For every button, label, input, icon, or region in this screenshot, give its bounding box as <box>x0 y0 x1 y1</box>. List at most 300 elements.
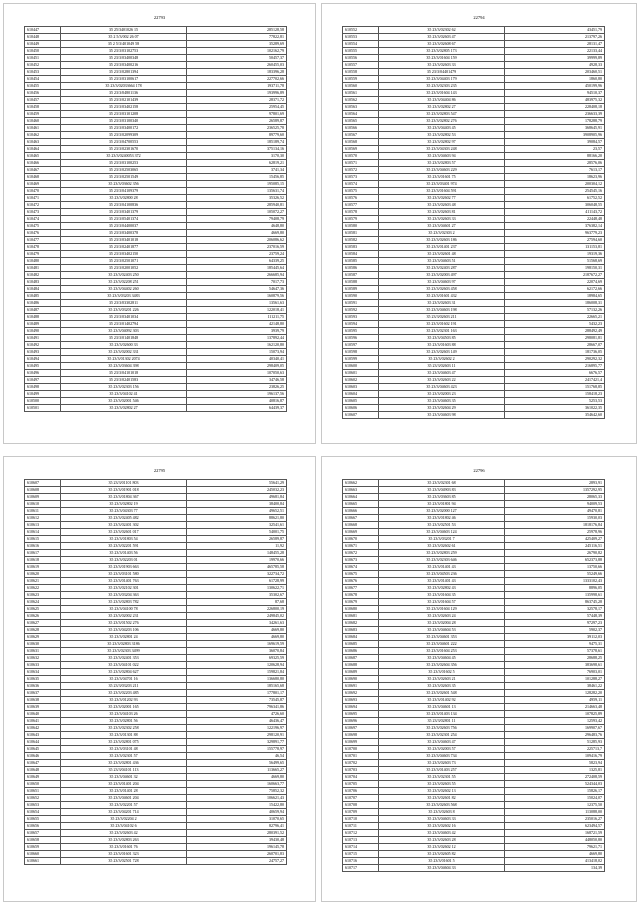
row-number-cell: 610628 <box>25 627 61 634</box>
row-number-cell: 610685 <box>343 641 379 648</box>
amount-cell: 13750,66 <box>505 564 605 571</box>
row-number-cell: 610449 <box>25 41 61 48</box>
account-code-cell: 35 23/3/01604 129 <box>379 606 505 613</box>
table-row <box>343 174 605 181</box>
amount-cell: 296483,76 <box>505 732 605 739</box>
row-number-cell: 610621 <box>25 578 61 585</box>
account-code-cell: 35 23/3/02802 276 <box>379 118 505 125</box>
page-number: 22794 <box>473 15 485 20</box>
amount-cell: 375134,16 <box>187 146 287 153</box>
table-row <box>343 634 605 641</box>
account-code-cell: 35 23/3/04603 229 <box>379 167 505 174</box>
row-number-cell: 610669 <box>343 529 379 536</box>
row-number-cell: 610620 <box>25 571 61 578</box>
amount-cell: 39084,57 <box>505 139 605 146</box>
table-row <box>25 216 287 223</box>
amount-cell: 136680,80 <box>187 676 287 683</box>
table-row <box>25 732 287 739</box>
account-code-cell: 35 23/3/03302811 <box>61 300 187 307</box>
account-code-cell: 35 23/3/02603 42 <box>61 830 187 837</box>
amount-cell: 61752,52 <box>505 195 605 202</box>
table-row <box>343 335 605 342</box>
row-number-cell: 610552 <box>343 27 379 34</box>
row-number-cell: 610587 <box>343 272 379 279</box>
account-code-cell: 35 23/3/04503 236 <box>379 571 505 578</box>
account-code-cell: 35 23/3/05401374 <box>61 216 187 223</box>
amount-cell: 285128,58 <box>187 27 287 34</box>
account-code-cell: 35 23/3/02603 73 <box>379 760 505 767</box>
account-code-cell: 35 23/3/02600 33 <box>61 342 187 349</box>
row-number-cell: 610482 <box>25 272 61 279</box>
table-row <box>343 27 605 34</box>
amount-cell: 1860,80 <box>505 76 605 83</box>
account-code-cell: 35 23/3/02802 19 <box>61 501 187 508</box>
amount-cell: 1325,81 <box>505 767 605 774</box>
table-row <box>343 55 605 62</box>
table-row <box>343 398 605 405</box>
amount-cell: 38461,22 <box>505 683 605 690</box>
row-number-cell: 610697 <box>343 725 379 732</box>
row-number-cell: 610473 <box>25 209 61 216</box>
table-row <box>25 391 287 398</box>
amount-cell: 35289,69 <box>187 41 287 48</box>
table-row <box>343 641 605 648</box>
table-row <box>25 795 287 802</box>
amount-cell: 40340,41 <box>187 356 287 363</box>
row-number-cell: 610483 <box>25 279 61 286</box>
account-code-cell: 35 23/3/02302 62 <box>379 27 505 34</box>
account-code-cell: 35 23/3/01403 56 <box>61 550 187 557</box>
amount-cell: 158418,23 <box>505 391 605 398</box>
row-number-cell: 610687 <box>343 655 379 662</box>
account-code-cell: 35 23/3/04700553 <box>61 139 187 146</box>
account-code-cell: 35 23/3/02201 57 <box>61 802 187 809</box>
amount-cell: 22133,44 <box>505 48 605 55</box>
row-number-cell: 610581 <box>343 230 379 237</box>
row-number-cell: 610684 <box>343 634 379 641</box>
table-row <box>25 209 287 216</box>
amount-cell: 51285,93 <box>505 739 605 746</box>
amount-cell: 151768,85 <box>505 384 605 391</box>
row-number-cell: 610656 <box>25 823 61 830</box>
table-row <box>25 174 287 181</box>
row-number-cell: 610658 <box>25 837 61 844</box>
page-number: 22795 <box>153 468 166 473</box>
table-row <box>25 858 287 865</box>
table-row <box>343 788 605 795</box>
account-code-cell: 35 23/3/02002 331 <box>61 349 187 356</box>
table-row <box>343 823 605 830</box>
account-code-cell: 35 23/3/02301 57 <box>61 753 187 760</box>
account-code-cell: 35 23/3/03100340 <box>61 118 187 125</box>
account-code-cell: 35 23/3/03100617 <box>61 76 187 83</box>
row-number-cell: 610490 <box>25 328 61 335</box>
account-code-cell: 35 23/3/01401 763 <box>61 578 187 585</box>
account-code-cell: 35 23/3/03201 7 <box>379 536 505 543</box>
row-number-cell: 610488 <box>25 314 61 321</box>
table-row <box>343 515 605 522</box>
table-row <box>343 578 605 585</box>
row-number-cell: 610466 <box>25 160 61 167</box>
table-row <box>343 529 605 536</box>
amount-cell: 97297,23 <box>505 620 605 627</box>
table-row <box>343 543 605 550</box>
table-row <box>25 487 287 494</box>
table-row <box>343 356 605 363</box>
table-row <box>25 501 287 508</box>
row-number-cell: 610481 <box>25 265 61 272</box>
row-number-cell: 610637 <box>25 690 61 697</box>
table-row <box>343 195 605 202</box>
account-code-cell: 35 23/3/03402150 <box>61 251 187 258</box>
row-number-cell: 610665 <box>343 501 379 508</box>
table-row <box>25 195 287 202</box>
table-row <box>25 237 287 244</box>
amount-cell: 55249,66 <box>505 571 605 578</box>
amount-cell: 1333102,43 <box>505 578 605 585</box>
table-row <box>25 97 287 104</box>
row-number-cell: 610485 <box>25 293 61 300</box>
account-code-cell: 35 23/3/03400172 <box>61 125 187 132</box>
amount-cell: 863745,28 <box>505 599 605 606</box>
row-number-cell: 610630 <box>25 641 61 648</box>
table-row <box>343 697 605 704</box>
account-code-cell: 35 23/3/04601 353 <box>379 634 505 641</box>
amount-cell: 24757,27 <box>187 858 287 865</box>
account-code-cell: 35 23/3/02603 31 <box>379 300 505 307</box>
table-row <box>343 837 605 844</box>
table-row <box>25 515 287 522</box>
table-row <box>343 97 605 104</box>
table-row <box>343 711 605 718</box>
table-row <box>343 244 605 251</box>
row-number-cell: 610499 <box>25 391 61 398</box>
amount-cell: 185445,64 <box>187 265 287 272</box>
row-number-cell: 610668 <box>343 522 379 529</box>
row-number-cell: 610600 <box>343 363 379 370</box>
amount-cell: 79408,79 <box>187 216 287 223</box>
row-number-cell: 610672 <box>343 550 379 557</box>
amount-cell: 34746,58 <box>187 377 287 384</box>
row-number-cell: 610607 <box>343 412 379 419</box>
row-number-cell: 610496 <box>25 370 61 377</box>
row-number-cell: 610588 <box>343 279 379 286</box>
table-row <box>343 774 605 781</box>
account-code-cell: 35 23/3/02603 756 <box>379 725 505 732</box>
amount-cell: 49652,51 <box>187 508 287 515</box>
account-code-cell: 35 23/3/01401848 <box>61 335 187 342</box>
amount-cell: 298409,05 <box>187 363 287 370</box>
table-row <box>25 76 287 83</box>
row-number-cell: 610645 <box>25 746 61 753</box>
amount-cell: 5432,23 <box>505 321 605 328</box>
account-code-cell: 35 23/3/02203 485 <box>61 690 187 697</box>
amount-cell: 160663,77 <box>187 781 287 788</box>
row-number-cell: 610703 <box>343 767 379 774</box>
amount-cell: 4669,80 <box>187 634 287 641</box>
account-code-cell: 35 23/3/03203 3483 <box>61 293 187 300</box>
account-code-cell: 35 23/3/02802 97 <box>379 139 505 146</box>
table-row <box>343 781 605 788</box>
table-row <box>25 620 287 627</box>
account-code-cell: 35 23/3/02801 11 <box>379 718 505 725</box>
amount-cell: 130622,71 <box>187 585 287 592</box>
ledger-page-2 <box>321 3 637 444</box>
row-number-cell: 610598 <box>343 349 379 356</box>
row-number-cell: 610640 <box>25 711 61 718</box>
amount-cell: 39999,89 <box>505 55 605 62</box>
table-row <box>343 760 605 767</box>
table-row <box>25 300 287 307</box>
account-code-cell: 35 23/3/02403 250 <box>61 272 187 279</box>
table-row <box>25 606 287 613</box>
table-row <box>343 508 605 515</box>
account-code-cell: 35 23/3/01502 276 <box>61 620 187 627</box>
account-code-cell: 35 23/3/02301 68 <box>379 480 505 487</box>
table-row <box>25 272 287 279</box>
table-row <box>25 307 287 314</box>
amount-cell: 88166,20 <box>505 153 605 160</box>
row-number-cell: 610633 <box>25 662 61 669</box>
account-code-cell: 35 23/3/01402794 <box>61 321 187 328</box>
row-number-cell: 610450 <box>25 48 61 55</box>
amount-cell: 94009,53 <box>505 501 605 508</box>
table-row <box>343 293 605 300</box>
amount-cell: 228408,18 <box>505 104 605 111</box>
amount-cell: 75852,32 <box>187 788 287 795</box>
account-code-cell: 35 23/3/02403 287 <box>379 265 505 272</box>
row-number-cell: 610582 <box>343 237 379 244</box>
account-code-cell: 35 23/3/01903 663 <box>61 564 187 571</box>
amount-cell: 216895,77 <box>505 363 605 370</box>
row-number-cell: 610563 <box>343 104 379 111</box>
account-code-cell: 35 23/3/02401 353 <box>61 655 187 662</box>
row-number-cell: 610694 <box>343 704 379 711</box>
amount-cell: 4928,33 <box>505 62 605 69</box>
row-number-cell: 610480 <box>25 258 61 265</box>
account-code-cell: 35 23/3/02003 57 <box>379 746 505 753</box>
amount-cell: 652373,88 <box>505 557 605 564</box>
table-row <box>343 69 605 76</box>
account-code-cell: 35 23/3/02801 436 <box>61 760 187 767</box>
amount-cell: 206086,62 <box>187 237 287 244</box>
table-row <box>25 844 287 851</box>
row-number-cell: 610716 <box>343 858 379 865</box>
row-number-cell: 610558 <box>343 69 379 76</box>
table-row <box>25 34 287 41</box>
table-row <box>343 739 605 746</box>
account-code-cell: 35 23/3/02601 548 <box>379 690 505 697</box>
amount-cell: 94510,37 <box>505 90 605 97</box>
table-row <box>343 522 605 529</box>
row-number-cell: 610597 <box>343 342 379 349</box>
row-number-cell: 610657 <box>25 830 61 837</box>
table-row <box>343 230 605 237</box>
table-row <box>25 62 287 69</box>
amount-cell: 28371,72 <box>187 97 287 104</box>
amount-cell: 5253,53 <box>505 398 605 405</box>
amount-cell: 39112,03 <box>505 634 605 641</box>
row-number-cell: 610711 <box>343 823 379 830</box>
table-row <box>25 125 287 132</box>
table-row <box>343 592 605 599</box>
amount-cell: 28688,25 <box>505 655 605 662</box>
row-number-cell: 610554 <box>343 41 379 48</box>
account-code-cell: 35 23/3/01604 591 <box>379 188 505 195</box>
amount-cell: 361022,35 <box>505 405 605 412</box>
account-code-cell: 35 23/3/03401 974 <box>379 181 505 188</box>
amount-cell: 42148,80 <box>187 321 287 328</box>
row-number-cell: 610682 <box>343 620 379 627</box>
row-number-cell: 610603 <box>343 384 379 391</box>
table-row <box>25 279 287 286</box>
row-number-cell: 610570 <box>343 153 379 160</box>
table-row <box>25 823 287 830</box>
account-code-cell: 35 23/3/01604 35 <box>379 592 505 599</box>
amount-cell: 134,39 <box>505 865 605 872</box>
account-code-cell: 35 23/3/04604 53 <box>379 627 505 634</box>
table-row <box>25 27 287 34</box>
account-code-cell: 35 2 5/3/002 26 07 <box>61 34 187 41</box>
table-row <box>25 146 287 153</box>
row-number-cell: 610662 <box>343 480 379 487</box>
row-number-cell: 610607 <box>25 480 61 487</box>
row-number-cell: 610655 <box>25 816 61 823</box>
amount-cell: 1357292,95 <box>505 487 605 494</box>
account-code-cell: 35 23/3/02803 57 <box>379 160 505 167</box>
row-number-cell: 610580 <box>343 223 379 230</box>
row-number-cell: 610661 <box>25 858 61 865</box>
row-number-cell: 610649 <box>25 774 61 781</box>
account-code-cell: 35 23/3/01401 204 <box>61 781 187 788</box>
amount-cell: 15073,94 <box>187 349 287 356</box>
table-row <box>343 349 605 356</box>
amount-cell: 178288,79 <box>505 118 605 125</box>
table-row <box>25 286 287 293</box>
amount-cell: 260455,03 <box>187 62 287 69</box>
account-code-cell: 35 23/3/04102 41 <box>61 391 187 398</box>
account-code-cell: 35 23/3/04403 45 <box>379 125 505 132</box>
amount-cell: 7613,17 <box>505 167 605 174</box>
amount-cell: 225713,7 <box>505 746 605 753</box>
row-number-cell: 610660 <box>25 851 61 858</box>
account-code-cell: 35 23/3/0240053 372 <box>61 153 187 160</box>
amount-cell: 46436,47 <box>187 718 287 725</box>
amount-cell: 26589,87 <box>187 118 287 125</box>
amount-cell: 62819,21 <box>187 160 287 167</box>
table-row <box>25 592 287 599</box>
account-code-cell: 35 23/3/02802 27 <box>61 405 187 412</box>
account-code-cell: 35 23/3/02603 186 <box>379 237 505 244</box>
amount-cell: 203460,51 <box>505 69 605 76</box>
account-code-cell: 35 23/3/01402 92 <box>379 697 505 704</box>
account-code-cell: 35 23/3/02802 27 <box>379 104 505 111</box>
table-row <box>343 34 605 41</box>
account-code-cell: 35 23/3/04603 51 <box>379 258 505 265</box>
row-number-cell: 610700 <box>343 746 379 753</box>
table-row <box>343 613 605 620</box>
amount-cell: 26589,87 <box>187 536 287 543</box>
table-row <box>25 662 287 669</box>
amount-cell: 22074,69 <box>505 279 605 286</box>
row-number-cell: 610679 <box>343 599 379 606</box>
row-number-cell: 610609 <box>25 494 61 501</box>
table-row <box>343 669 605 676</box>
amount-cell: 32541,61 <box>187 522 287 529</box>
amount-cell: 169619,59 <box>187 641 287 648</box>
account-code-cell: 35 23/3/02001 165 <box>61 704 187 711</box>
row-number-cell: 610559 <box>343 76 379 83</box>
table-row <box>25 356 287 363</box>
table-row <box>25 739 287 746</box>
table-row <box>25 774 287 781</box>
table-row <box>25 837 287 844</box>
table-row <box>343 802 605 809</box>
account-code-cell: 35 23/3/01403 257 <box>379 767 505 774</box>
account-code-cell: 35 23/3/02603 33 <box>379 62 505 69</box>
table-row <box>25 377 287 384</box>
amount-cell: 6676,57 <box>505 370 605 377</box>
account-code-cell: 35 23/3/02601 82 <box>379 795 505 802</box>
amount-cell: 2893,91 <box>505 480 605 487</box>
account-code-cell: 35 23/3/02203 01 <box>61 557 187 564</box>
table-row <box>25 529 287 536</box>
amount-cell: 7017,73 <box>187 279 287 286</box>
amount-cell: 54001,75 <box>187 529 287 536</box>
amount-cell: 15930,03 <box>505 515 605 522</box>
account-code-cell: 35 23/3/02603 11 <box>379 363 505 370</box>
account-code-cell: 35 23/3/02603 458 <box>379 286 505 293</box>
account-code-cell: 35 23/3/03602 356 <box>61 181 187 188</box>
row-number-cell: 610613 <box>25 522 61 529</box>
amount-cell: 50457,37 <box>187 55 287 62</box>
table-row <box>343 494 605 501</box>
row-number-cell: 610477 <box>25 237 61 244</box>
account-code-cell: 35 23/3/02303 646 <box>379 557 505 564</box>
table-row <box>25 90 287 97</box>
amount-cell: 1818176,84 <box>505 522 605 529</box>
row-number-cell: 610593 <box>343 314 379 321</box>
row-number-cell: 610624 <box>25 599 61 606</box>
account-code-cell: 35 23/3/02602 16 <box>379 823 505 830</box>
amount-cell: 354642,60 <box>505 412 605 419</box>
account-code-cell: 35 23/3/01604 159 <box>379 55 505 62</box>
account-code-cell: 35 23/3/01601 75 <box>379 174 505 181</box>
row-number-cell: 610492 <box>25 342 61 349</box>
account-code-cell: 35 23/3/02002 231 <box>61 613 187 620</box>
account-code-cell: 35 23/3/02801 24 <box>61 634 187 641</box>
amount-cell: 137892,44 <box>187 335 287 342</box>
amount-cell: 383698,61 <box>505 662 605 669</box>
table-row <box>343 858 605 865</box>
amount-cell: 39430,48 <box>187 837 287 844</box>
table-row <box>343 132 605 139</box>
table-row <box>25 230 287 237</box>
row-number-cell: 610472 <box>25 202 61 209</box>
account-code-cell: 35 23/3/03201 226 <box>61 307 187 314</box>
account-code-cell: 35 23/3/02801394 <box>61 69 187 76</box>
account-code-cell: 35 23/3/02801 075 <box>61 739 187 746</box>
table-row <box>343 286 605 293</box>
table-row <box>343 202 605 209</box>
amount-cell: 5902,37 <box>505 627 605 634</box>
amount-cell: 245032,23 <box>187 487 287 494</box>
account-code-cell: 35 23/3/01604 57 <box>379 599 505 606</box>
account-code-cell: 35 23/3/02303 156 <box>61 384 187 391</box>
account-code-cell: 35 23/3/02603 149 <box>379 349 505 356</box>
table-row <box>25 788 287 795</box>
amount-cell: 236633,39 <box>505 111 605 118</box>
